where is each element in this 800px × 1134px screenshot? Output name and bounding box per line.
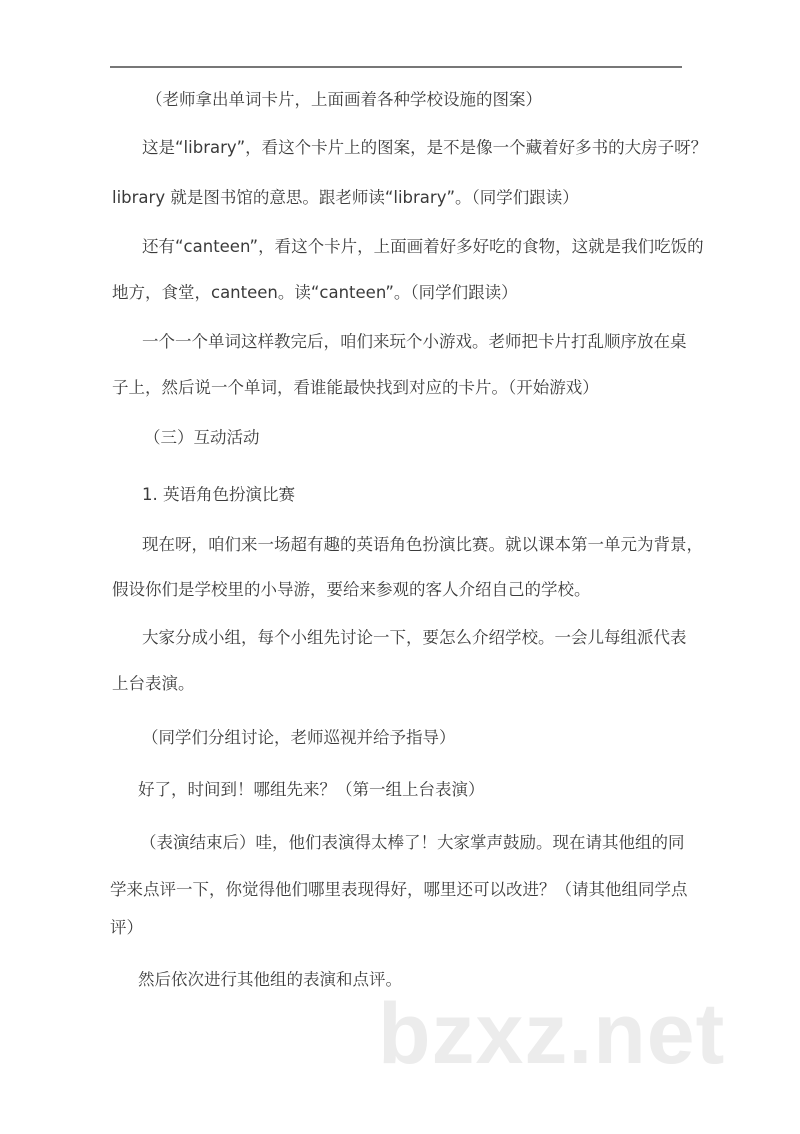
paragraph-line: 还有“canteen”，看这个卡片，上面画着好多好吃的食物，这就是我们吃饭的	[142, 237, 704, 256]
paragraph-line: 大家分成小组，每个小组先讨论一下，要怎么介绍学校。一会儿每组派代表	[142, 628, 687, 647]
paragraph-line: 然后依次进行其他组的表演和点评。	[138, 970, 402, 989]
paragraph-line: 这是“library”，看这个卡片上的图案，是不是像一个藏着好多书的大房子呀？	[142, 138, 708, 157]
paragraph-line: 学来点评一下，你觉得他们哪里表现得好，哪里还可以改进？（请其他组同学点	[110, 880, 688, 899]
paragraph-line: 评）	[110, 918, 143, 937]
paragraph-line: （同学们分组讨论，老师巡视并给予指导）	[142, 728, 456, 747]
watermark: bzxz.net	[378, 986, 726, 1082]
paragraph-line: 现在呀，咱们来一场超有趣的英语角色扮演比赛。就以课本第一单元为背景，	[142, 535, 703, 554]
paragraph-line: 上台表演。	[112, 674, 195, 693]
paragraph-line: 地方，食堂，canteen。读“canteen”。（同学们跟读）	[112, 283, 518, 302]
paragraph-line: 好了，时间到！哪组先来？（第一组上台表演）	[138, 780, 485, 799]
paragraph-line: library 就是图书馆的意思。跟老师读“library”。（同学们跟读）	[112, 188, 579, 207]
paragraph-line: （老师拿出单词卡片，上面画着各种学校设施的图案）	[146, 90, 542, 109]
paragraph-line: 子上，然后说一个单词，看谁能最快找到对应的卡片。（开始游戏）	[112, 378, 599, 397]
paragraph-line: （表演结束后）哇，他们表演得太棒了！大家掌声鼓励。现在请其他组的同	[140, 833, 685, 852]
subsection-heading: 1. 英语角色扮演比赛	[142, 485, 295, 504]
paragraph-line: 假设你们是学校里的小导游，要给来参观的客人介绍自己的学校。	[112, 580, 591, 599]
section-heading: （三）互动活动	[144, 428, 260, 447]
header-rule	[110, 66, 682, 68]
paragraph-line: 一个一个单词这样教完后，咱们来玩个小游戏。老师把卡片打乱顺序放在桌	[142, 332, 687, 351]
